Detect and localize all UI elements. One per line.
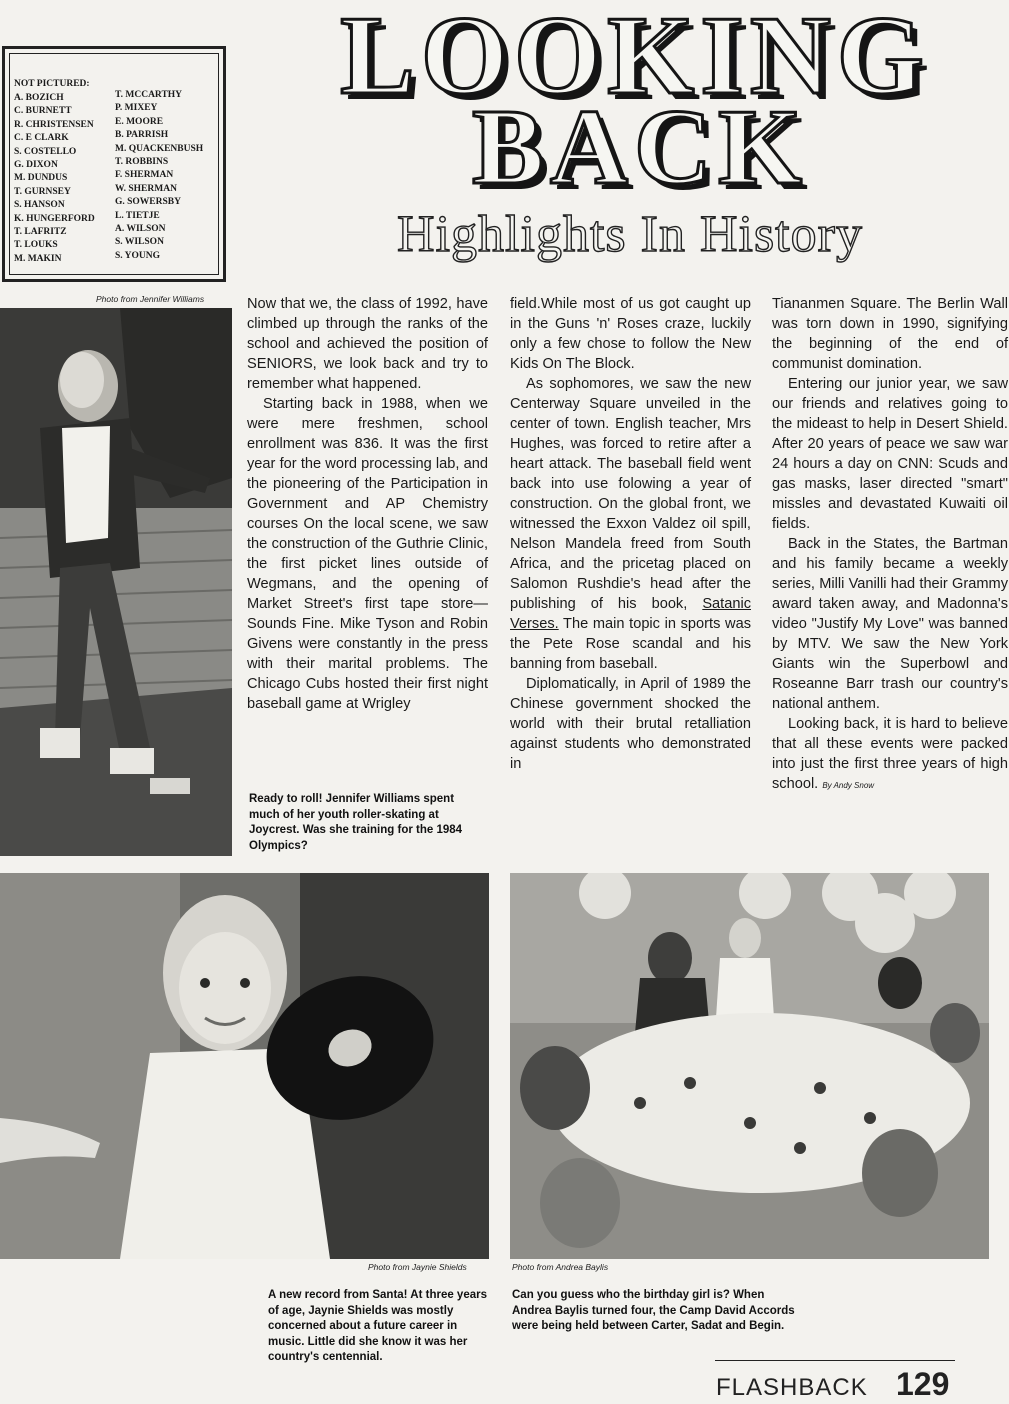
list-item: S. WILSON (115, 237, 164, 248)
article-column-1 (247, 294, 488, 714)
subtitle: Highlights In History (397, 206, 863, 263)
not-pictured-list-1 (14, 92, 95, 266)
list-item: T. LAFRITZ (14, 227, 67, 238)
footer-rule (715, 1360, 955, 1361)
list-item: K. HUNGERFORD (14, 213, 95, 224)
article-column-3 (772, 294, 1008, 796)
title-line-1: LOOKING (340, 0, 930, 118)
list-item: T. LOUKS (14, 240, 58, 251)
photo-credit: Photo from Andrea Baylis (512, 1262, 609, 1272)
paragraph: Starting back in 1988, when we were mere freshmen, school enrollment was 836. It was the first year for the word processing lab, and the pioneering of the Participation in Government and AP Chemistry courses On the local scene, we saw the construction of the Guthrie Clinic, the first picket lines outside of Wegmans, and the opening of Market Street's first tape store— Sounds Fine. Mike Tyson and Robin Givens were constantly in the press with their marital problems. The Chicago Cubs hosted their first night baseball game at Wrigley (247, 396, 488, 712)
list-item: C. E CLARK (14, 133, 69, 144)
list-item: M. MAKIN (14, 253, 62, 264)
photo-credit: Photo from Jaynie Shields (368, 1262, 467, 1272)
list-item: T. GURNSEY (14, 186, 71, 197)
list-item: E. MOORE (115, 116, 164, 127)
list-item: A. WILSON (115, 224, 166, 235)
paragraph: Now that we, the class of 1992, have climbed up through the ranks of the school and achieved the position of SENIORS, we look back and try to remember what happened. (247, 296, 488, 392)
list-item: M. QUACKENBUSH (115, 143, 204, 154)
list-item: W. SHERMAN (115, 183, 177, 194)
book-title: Satanic Verses. (510, 596, 751, 632)
article-column-2 (510, 294, 751, 774)
byline: By Andy Snow (822, 781, 875, 790)
record-photo (0, 873, 489, 1259)
list-item: L. TIETJE (115, 210, 160, 221)
paragraph-text: The main topic in sports was the Pete Rose scandal and his banning from baseball. (510, 616, 751, 672)
paragraph (772, 714, 1008, 796)
paragraph: Tiananmen Square. The Berlin Wall was torn down in 1990, signifying the beginning of the end of communist domination. (772, 296, 1008, 372)
list-item: A. BOZICH (14, 93, 64, 103)
party-image (510, 873, 989, 1259)
party-caption: Can you guess who the birthday girl is? When Andrea Baylis turned four, the Camp David Accords were being held between Carter, Sadat and Begin. (512, 1289, 795, 1332)
photo-credit: Photo from Jennifer Williams (96, 294, 205, 304)
list-item: F. SHERMAN (115, 170, 174, 181)
list-item: P. MIXEY (115, 103, 158, 114)
not-pictured-heading: NOT PICTURED: (14, 79, 90, 89)
title-line-2: BACK (471, 88, 809, 207)
list-item: M. DUNDUS (14, 173, 68, 184)
list-item: B. PARRISH (115, 130, 169, 141)
paragraph: Back in the States, the Bartman and his family became a weekly series, Milli Vanilli had their Grammy award taken away, and Madonna's video "Justify My Love" was banned by MTV. We saw the New York Giants win the Superbowl and Roseanne Barr trash our country's national anthem. (772, 536, 1008, 712)
page-number: 129 (896, 1366, 950, 1402)
list-item: C. BURNETT (14, 106, 72, 117)
list-item: S. HANSON (14, 200, 65, 211)
list-item: R. CHRISTENSEN (14, 119, 94, 130)
skater-photo (0, 308, 232, 856)
paragraph: field.While most of us got caught up in the Guns 'n' Roses craze, luckily only a few chose to follow the New Kids On The Block. (510, 296, 751, 372)
list-item: T. MCCARTHY (115, 90, 183, 100)
list-item: S. COSTELLO (14, 146, 77, 157)
paragraph-text: As sophomores, we saw the new Centerway Square unveiled in the center of town. English teacher, Mrs Hughes, was forced to retire after a heart attack. The baseball field went back into use folowing a year of construction. On the global front, we witnessed the Exxon Valdez oil spill, Nelson Mandela freed from South Africa, and the pricetag placed on Salomon Rushdie's head after the publishing of his book, (510, 376, 751, 612)
not-pictured-list-2 (115, 89, 203, 263)
skater-caption: Ready to roll! Jennifer Williams spent much of her youth roller-skating at Joycrest. Was she training for the 1984 Olympics? (249, 793, 463, 852)
record-caption: A new record from Santa! At three years of age, Jaynie Shields was mostly concerned about a future career in music. Little did she know it was her country's centennial. (268, 1289, 487, 1363)
paragraph: Diplomatically, in April of 1989 the Chinese government shocked the world with their brutal retalliation against students who demonstrated in (510, 676, 751, 772)
paragraph-text: Looking back, it is hard to believe that all these events were packed into just the first three years of high school. (772, 716, 1008, 792)
party-photo (510, 873, 989, 1259)
record-image (0, 873, 489, 1259)
paragraph (510, 374, 751, 674)
list-item: G. SOWERSBY (115, 197, 181, 208)
paragraph: Entering our junior year, we saw our friends and relatives going to the mideast to help in Desert Shield. After 20 years of peace we saw war 24 hours a day on CNN: Scuds and gas masks, laser directed "smart" missles and devastated Kuwaiti oil fields. (772, 376, 1008, 532)
list-item: S. YOUNG (115, 250, 161, 261)
section-name: FLASHBACK (716, 1374, 868, 1401)
list-item: G. DIXON (14, 160, 58, 171)
list-item: T. ROBBINS (115, 157, 169, 168)
skater-image (0, 308, 232, 856)
